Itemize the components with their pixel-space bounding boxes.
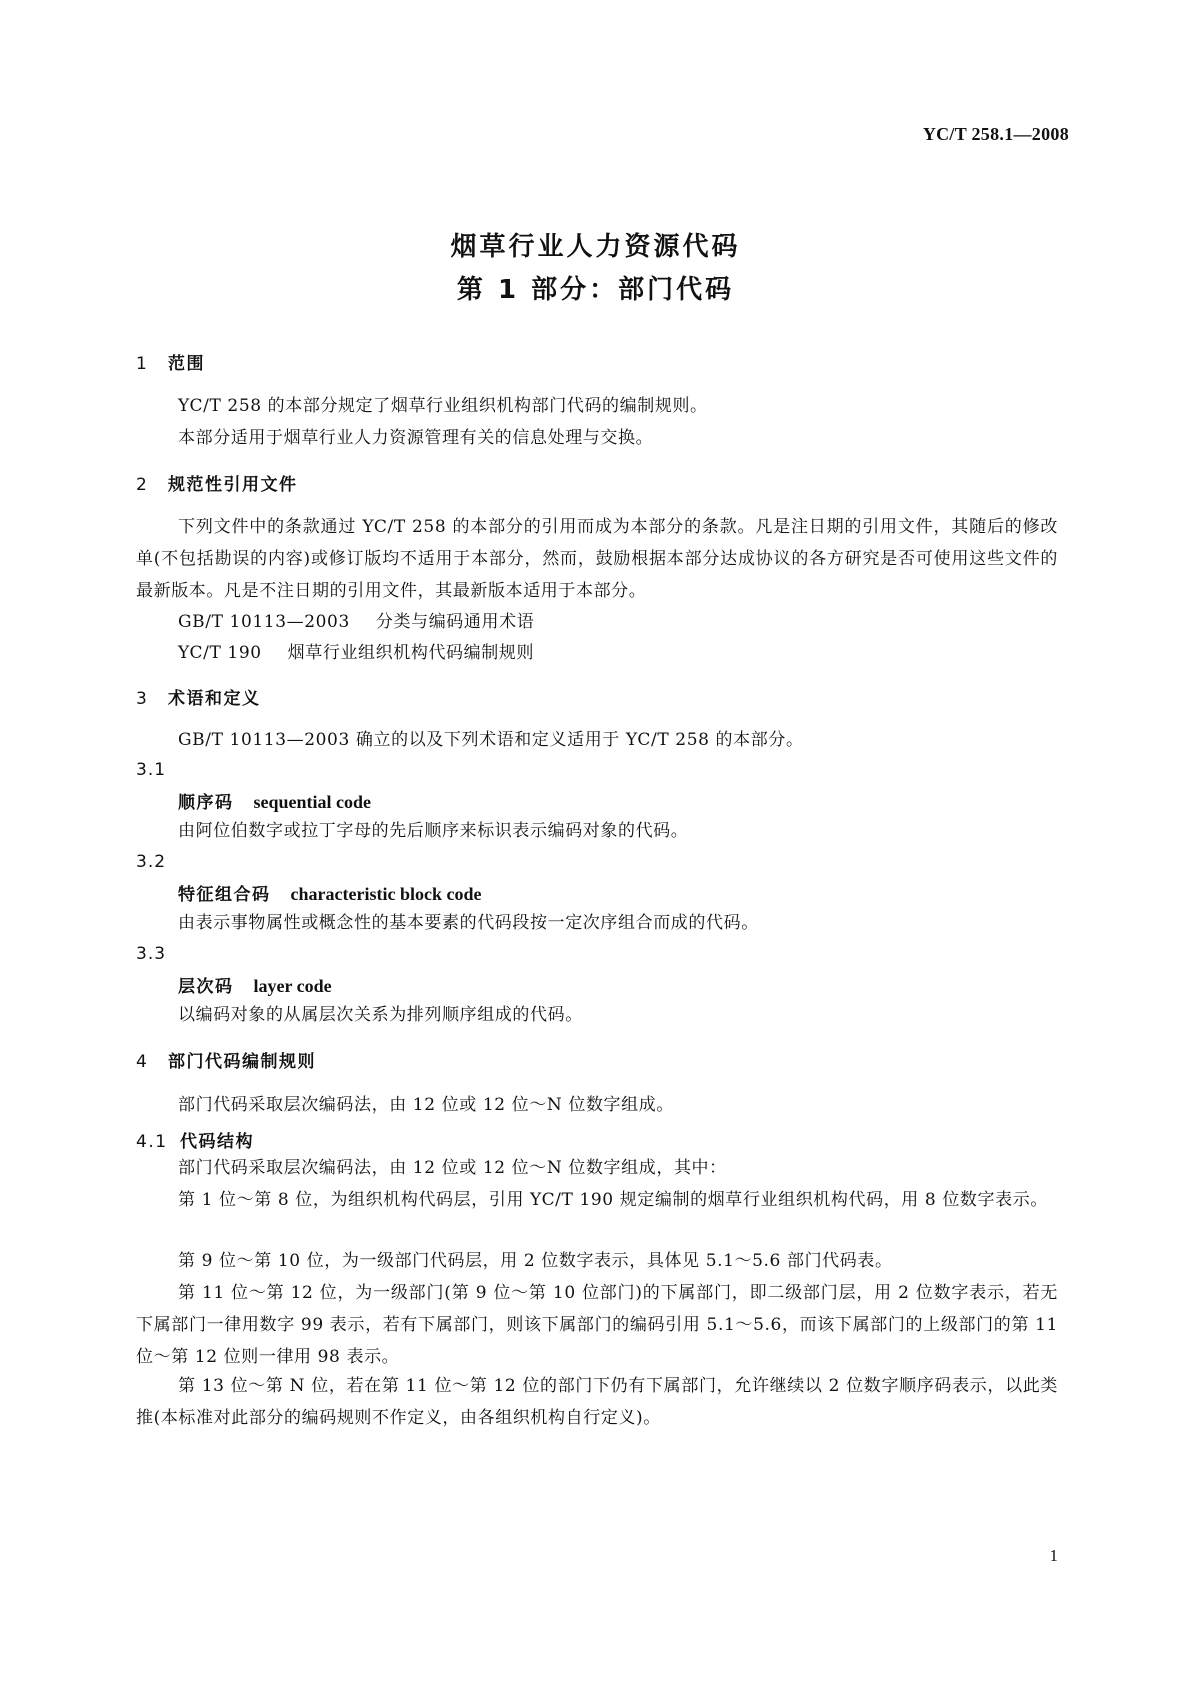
term-english: sequential code — [253, 792, 372, 812]
section-1-paragraph-1: YC/T 258 的本部分规定了烟草行业组织机构部门代码的编制规则。 — [178, 396, 708, 416]
subsection-4-1-heading — [136, 1127, 254, 1152]
page-number: 1 — [1049, 1546, 1058, 1565]
term-number: 3.1 — [136, 760, 167, 780]
section-3-number: 3 — [136, 689, 149, 709]
term-definition: 以编码对象的从属层次关系为排列顺序组成的代码。 — [178, 1005, 583, 1025]
term-heading — [178, 788, 371, 813]
reference-code: YC/T 190 — [178, 643, 262, 663]
subsection-title: 代码结构 — [180, 1132, 254, 1152]
section-1-heading — [136, 349, 205, 374]
term-number: 3.2 — [136, 852, 167, 872]
section-3-heading — [136, 684, 261, 709]
document-subtitle: 第 1 部分：部门代码 — [456, 275, 735, 305]
code-structure-paragraph: 第 1 位～第 8 位，为组织机构代码层，引用 YC/T 190 规定编制的烟草行业组织机构代码，用 8 位数字表示。 — [178, 1190, 1048, 1210]
section-2-heading — [136, 470, 298, 495]
standard-code: YC/T 258.1—2008 — [922, 124, 1069, 144]
reference-title: 烟草行业组织机构代码编制规则 — [287, 643, 535, 663]
term-heading — [178, 972, 332, 997]
term-chinese: 特征组合码 — [178, 885, 271, 905]
term-definition: 由阿位伯数字或拉丁字母的先后顺序来标识表示编码对象的代码。 — [178, 821, 689, 841]
reference-item — [178, 607, 534, 632]
section-2-title: 规范性引用文件 — [168, 475, 298, 495]
section-2-paragraph-1: 下列文件中的条款通过 YC/T 258 的本部分的引用而成为本部分的条款。凡是注日期的引用文件，其随后的修改单(不包括勘误的内容)或修订版均不适用于本部分，然而，鼓励根据本部分达成协议的各方研究是否可使用这些文件的最新版本。凡是不注日期的引用文件，其最新版本适用于本部分。 — [136, 517, 1058, 601]
term-definition: 由表示事物属性或概念性的基本要素的代码段按一定次序组合而成的代码。 — [178, 913, 759, 933]
subsection-number: 4.1 — [136, 1132, 168, 1152]
section-4-heading — [136, 1047, 316, 1072]
term-number: 3.3 — [136, 944, 167, 964]
section-4-number: 4 — [136, 1052, 149, 1072]
code-structure-paragraph: 第 13 位～第 N 位，若在第 11 位～第 12 位的部门下仍有下属部门，允许继续以 2 位数字顺序码表示，以此类推(本标准对此部分的编码规则不作定义，由各组织机构自行定义)。 — [136, 1376, 1058, 1428]
reference-title: 分类与编码通用术语 — [375, 612, 535, 632]
code-structure-paragraph: 部门代码采取层次编码法，由 12 位或 12 位～N 位数字组成，其中： — [178, 1158, 727, 1178]
term-english: layer code — [253, 976, 332, 996]
reference-code: GB/T 10113—2003 — [178, 612, 350, 632]
section-3-paragraph-1: GB/T 10113—2003 确立的以及下列术语和定义适用于 YC/T 258 的本部分。 — [178, 730, 804, 750]
term-chinese: 顺序码 — [178, 793, 234, 813]
section-1-title: 范围 — [168, 354, 205, 374]
term-english: characteristic block code — [290, 884, 482, 904]
term-chinese: 层次码 — [178, 977, 234, 997]
code-structure-paragraph: 第 9 位～第 10 位，为一级部门代码层，用 2 位数字表示，具体见 5.1～5.6 部门代码表。 — [178, 1251, 893, 1271]
section-1-number: 1 — [136, 354, 149, 374]
section-4-title: 部门代码编制规则 — [168, 1052, 316, 1072]
section-1-paragraph-2: 本部分适用于烟草行业人力资源管理有关的信息处理与交换。 — [178, 428, 654, 448]
section-2-number: 2 — [136, 475, 149, 495]
section-3-title: 术语和定义 — [168, 689, 261, 709]
code-structure-paragraph: 第 11 位～第 12 位，为一级部门(第 9 位～第 10 位部门)的下属部门，即二级部门层，用 2 位数字表示，若无下属部门一律用数字 99 表示，若有下属部门，则该下属部门的编码引用 5.1～5.6，而该下属部门的上级部门的第 11 位～第 12 位则一律用 98 表示。 — [136, 1283, 1058, 1367]
section-4-paragraph-1: 部门代码采取层次编码法，由 12 位或 12 位～N 位数字组成。 — [178, 1095, 674, 1115]
reference-item — [178, 638, 534, 663]
document-title: 烟草行业人力资源代码 — [450, 232, 741, 262]
term-heading — [178, 880, 481, 905]
